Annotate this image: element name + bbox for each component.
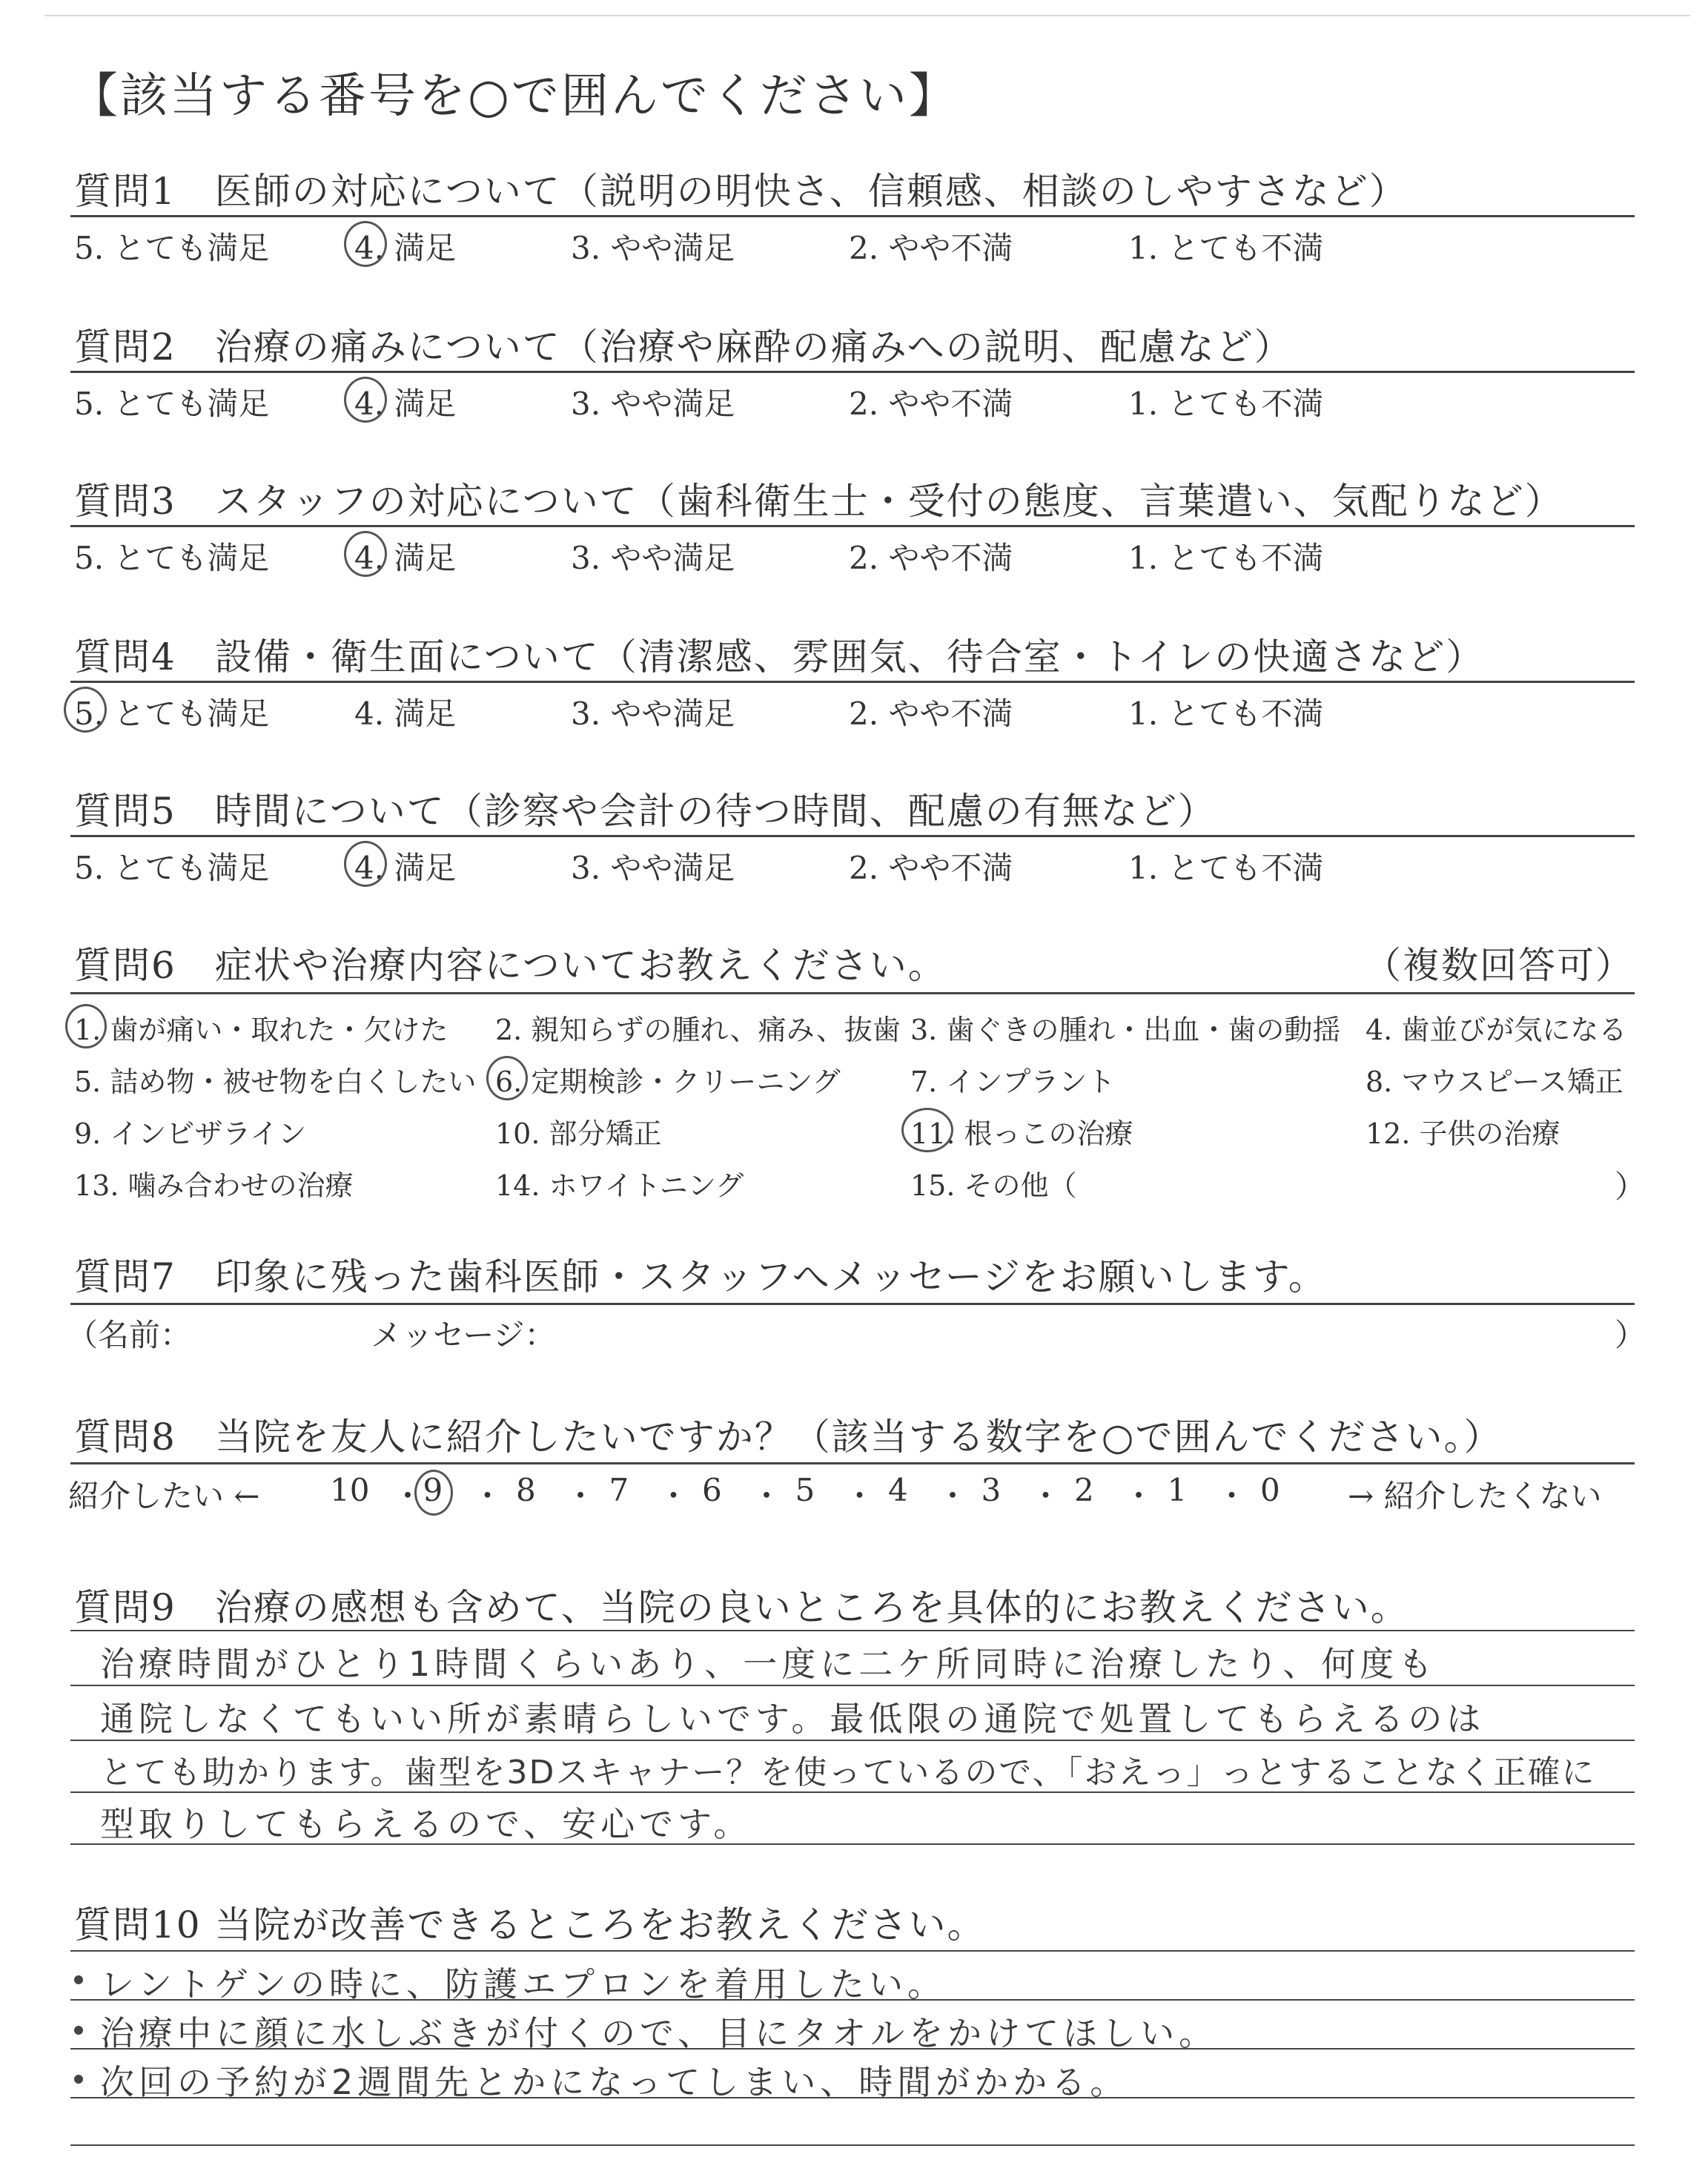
q3-selected-circle bbox=[344, 531, 387, 577]
q6-option-2[interactable]: 2. 親知らずの腫れ、痛み、抜歯 bbox=[495, 1014, 901, 1046]
q8-scale-8[interactable]: 8 bbox=[516, 1472, 536, 1508]
q1-rule bbox=[70, 215, 1635, 217]
q10-bullet-3 bbox=[74, 2075, 83, 2084]
q6-other-close: ） bbox=[1615, 1169, 1646, 1205]
q8-scale-separator: ・ bbox=[471, 1478, 503, 1514]
q6-option-5[interactable]: 5. 詰め物・被せ物を白くしたい bbox=[74, 1066, 477, 1098]
q1-selected-circle bbox=[344, 221, 387, 267]
q8-scale-3[interactable]: 3 bbox=[981, 1472, 1002, 1508]
q8-title: 質問8 当院を友人に紹介したいですか？（該当する数字を○で囲んでください。） bbox=[74, 1416, 1503, 1459]
q3-option-4[interactable]: 4. 満足 bbox=[354, 540, 457, 576]
q9-line-3: とても助かります。歯型を3Dスキャナー？を使っているので、「おえっ」っとすることなく正確に bbox=[100, 1754, 1596, 1791]
q6-option-8[interactable]: 8. マウスピース矯正 bbox=[1366, 1066, 1623, 1098]
q6-option-1[interactable]: 1. 歯が痛い・取れた・欠けた bbox=[74, 1014, 448, 1046]
q6-option-15[interactable]: 15. その他（ bbox=[910, 1169, 1077, 1202]
top-border bbox=[44, 15, 1690, 16]
q4-option-2[interactable]: 2. やや不満 bbox=[849, 696, 1013, 732]
q8-scale-6[interactable]: 6 bbox=[702, 1472, 722, 1508]
q4-option-3[interactable]: 3. やや満足 bbox=[571, 696, 735, 732]
q7-name-label: （名前： bbox=[67, 1317, 192, 1353]
q2-option-1[interactable]: 1. とても不満 bbox=[1128, 386, 1324, 422]
q5-option-2[interactable]: 2. やや不満 bbox=[849, 850, 1013, 886]
q10-line-3: 次回の予約が2週間先とかになってしまい、時間がかかる。 bbox=[100, 2062, 1129, 2102]
q8-scale-separator: ・ bbox=[392, 1478, 424, 1514]
q5-option-3[interactable]: 3. やや満足 bbox=[571, 850, 735, 886]
q10-bullet-1 bbox=[74, 1975, 83, 1984]
q2-option-3[interactable]: 3. やや満足 bbox=[571, 386, 735, 422]
q8-scale-separator: ・ bbox=[658, 1478, 689, 1514]
q10-line-1: レントゲンの時に、防護エプロンを着用したい。 bbox=[100, 1964, 947, 2004]
q6-option-12[interactable]: 12. 子供の治療 bbox=[1366, 1117, 1560, 1150]
q6-note: （複数回答可） bbox=[1364, 944, 1634, 987]
q8-scale-0[interactable]: 0 bbox=[1260, 1472, 1280, 1508]
q8-scale-separator: ・ bbox=[1216, 1478, 1248, 1514]
q3-option-1[interactable]: 1. とても不満 bbox=[1128, 540, 1324, 576]
q6-rule bbox=[70, 992, 1635, 994]
q3-option-5[interactable]: 5. とても満足 bbox=[74, 540, 270, 576]
q5-option-1[interactable]: 1. とても不満 bbox=[1128, 850, 1324, 886]
q10-bullet-2 bbox=[74, 2026, 83, 2035]
q3-option-2[interactable]: 2. やや不満 bbox=[849, 540, 1013, 576]
q4-option-5[interactable]: 5. とても満足 bbox=[74, 696, 270, 732]
q8-scale-separator: ・ bbox=[565, 1478, 597, 1514]
q6-selected-circle-1 bbox=[65, 1004, 107, 1048]
q6-option-7[interactable]: 7. インプラント bbox=[910, 1066, 1116, 1098]
q7-close: ） bbox=[1615, 1317, 1646, 1353]
q2-option-2[interactable]: 2. やや不満 bbox=[849, 386, 1013, 422]
q8-scale-separator: ・ bbox=[937, 1478, 969, 1514]
q4-selected-circle bbox=[64, 687, 107, 733]
q10-rule-1 bbox=[70, 1950, 1635, 1952]
q1-option-5[interactable]: 5. とても満足 bbox=[74, 230, 270, 266]
q3-title: 質問3 スタッフの対応について（歯科衛生士・受付の態度、言葉遣い、気配りなど） bbox=[74, 480, 1563, 523]
q8-scale-4[interactable]: 4 bbox=[888, 1472, 908, 1508]
q3-rule bbox=[70, 525, 1635, 527]
q8-scale-7[interactable]: 7 bbox=[609, 1472, 629, 1508]
q8-scale-9[interactable]: 9 bbox=[423, 1472, 443, 1508]
q2-rule bbox=[70, 371, 1635, 373]
q10-title: 質問10 当院が改善できるところをお教えください。 bbox=[74, 1903, 986, 1946]
q5-option-4[interactable]: 4. 満足 bbox=[354, 850, 457, 886]
q6-selected-circle-6 bbox=[486, 1056, 528, 1100]
q8-scale-separator: ・ bbox=[1030, 1478, 1062, 1514]
q8-scale-separator: ・ bbox=[751, 1478, 783, 1514]
q6-option-13[interactable]: 13. 噛み合わせの治療 bbox=[74, 1169, 354, 1202]
q2-option-4[interactable]: 4. 満足 bbox=[354, 386, 457, 422]
q1-title: 質問1 医師の対応について（説明の明快さ、信頼感、相談のしやすさなど） bbox=[74, 170, 1408, 213]
q6-title: 質問6 症状や治療内容についてお教えください。 bbox=[74, 944, 947, 987]
q9-title: 質問9 治療の感想も含めて、当院の良いところを具体的にお教えください。 bbox=[74, 1586, 1409, 1629]
q2-option-5[interactable]: 5. とても満足 bbox=[74, 386, 270, 422]
q8-left-label: 紹介したい ← bbox=[68, 1478, 260, 1514]
q4-rule bbox=[70, 681, 1635, 683]
q7-title: 質問7 印象に残った歯科医師・スタッフへメッセージをお願いします。 bbox=[74, 1255, 1327, 1298]
q1-option-4[interactable]: 4. 満足 bbox=[354, 230, 457, 266]
q6-option-4[interactable]: 4. 歯並びが気になる bbox=[1366, 1014, 1627, 1046]
q5-selected-circle bbox=[344, 841, 387, 887]
q2-selected-circle bbox=[344, 377, 387, 423]
q1-option-1[interactable]: 1. とても不満 bbox=[1128, 230, 1324, 266]
q9-rule-1 bbox=[70, 1630, 1635, 1631]
q3-option-3[interactable]: 3. やや満足 bbox=[571, 540, 735, 576]
q2-title: 質問2 治療の痛みについて（治療や麻酔の痛みへの説明、配慮など） bbox=[74, 326, 1293, 369]
q7-rule bbox=[70, 1303, 1635, 1305]
q9-line-2: 通院しなくてもいい所が素晴らしいです。最低限の通院で処置してもらえるのは bbox=[100, 1699, 1486, 1739]
q5-rule bbox=[70, 835, 1635, 837]
q9-line-1: 治療時間がひとり1時間くらいあり、一度に二ケ所同時に治療したり、何度も bbox=[100, 1644, 1437, 1684]
q5-title: 質問5 時間について（診察や会計の待つ時間、配慮の有無など） bbox=[74, 790, 1217, 833]
q6-option-14[interactable]: 14. ホワイトニング bbox=[495, 1169, 744, 1202]
q8-scale-separator: ・ bbox=[1123, 1478, 1155, 1514]
q8-selected-circle bbox=[414, 1470, 453, 1516]
q6-option-6[interactable]: 6. 定期検診・クリーニング bbox=[495, 1066, 841, 1098]
q6-option-11[interactable]: 11. 根っこの治療 bbox=[910, 1117, 1133, 1150]
q8-right-label: → 紹介したくない bbox=[1348, 1478, 1602, 1514]
q1-option-3[interactable]: 3. やや満足 bbox=[571, 230, 735, 266]
q6-option-3[interactable]: 3. 歯ぐきの腫れ・出血・歯の動揺 bbox=[910, 1014, 1341, 1046]
q8-scale-separator: ・ bbox=[844, 1478, 875, 1514]
q10-rule-5 bbox=[70, 2144, 1635, 2146]
q5-option-5[interactable]: 5. とても満足 bbox=[74, 850, 270, 886]
q6-option-10[interactable]: 10. 部分矯正 bbox=[495, 1117, 662, 1150]
q6-option-9[interactable]: 9. インビザライン bbox=[74, 1117, 307, 1150]
q1-option-2[interactable]: 2. やや不満 bbox=[849, 230, 1013, 266]
q4-option-1[interactable]: 1. とても不満 bbox=[1128, 696, 1324, 732]
q9-line-4: 型取りしてもらえるので、安心です。 bbox=[100, 1804, 752, 1844]
q7-message-label: メッセージ： bbox=[371, 1317, 556, 1353]
q8-scale-2[interactable]: 2 bbox=[1074, 1472, 1094, 1508]
page-heading: 【該当する番号を○で囲んでください】 bbox=[70, 69, 959, 124]
q8-scale-10[interactable]: 10 bbox=[330, 1472, 370, 1508]
q4-option-4[interactable]: 4. 満足 bbox=[354, 696, 457, 732]
q8-scale-1[interactable]: 1 bbox=[1167, 1472, 1188, 1508]
q8-rule bbox=[70, 1462, 1635, 1464]
q10-line-2: 治療中に顔に水しぶきが付くので、目にタオルをかけてほしい。 bbox=[100, 2013, 1218, 2053]
q8-scale-5[interactable]: 5 bbox=[795, 1472, 815, 1508]
q4-title: 質問4 設備・衛生面について（清潔感、雰囲気、待合室・トイレの快適さなど） bbox=[74, 635, 1485, 678]
q6-selected-circle-11 bbox=[901, 1108, 953, 1152]
